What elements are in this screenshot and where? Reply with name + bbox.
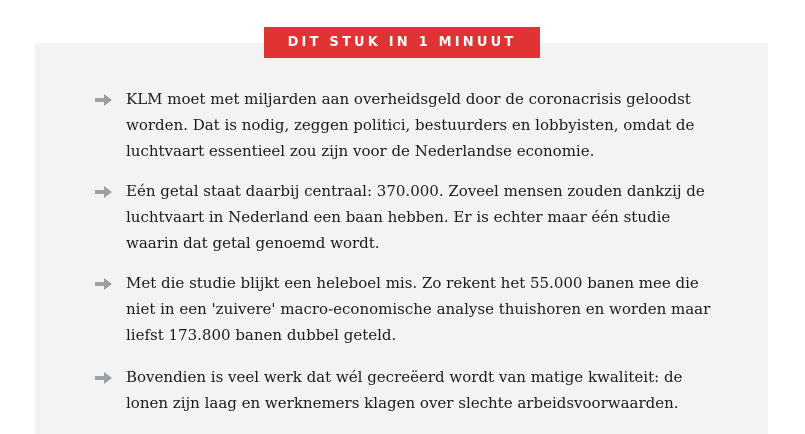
summary-item-text: Met die studie blijkt een heleboel mis. Zo rekent het 55.000 banen mee die niet in een 'zuivere' macro-economische analyse thuishoren en worden maar liefst 173.800 banen dubbel geteld. bbox=[126, 274, 711, 344]
summary-list bbox=[35, 43, 768, 434]
summary-item-text: Bovendien is veel werk dat wél gecreëerd wordt van matige kwaliteit: de lonen zijn laag en werknemers klagen over slechte arbeidsvoorwaarden. bbox=[126, 368, 683, 412]
arrow-right-icon bbox=[95, 278, 112, 290]
section-badge: DIT STUK IN 1 MINUUT bbox=[264, 27, 540, 58]
summary-item-text: KLM moet met miljarden aan overheidsgeld door de coronacrisis geloodst worden. Dat is nodig, zeggen politici, bestuurders en lobbyisten, omdat de luchtvaart essentieel zou zijn voor de Nederlandse economie. bbox=[126, 90, 695, 160]
arrow-right-icon bbox=[95, 94, 112, 106]
arrow-right-icon bbox=[95, 186, 112, 198]
summary-panel bbox=[35, 43, 768, 434]
arrow-right-icon bbox=[95, 372, 112, 384]
summary-item-text: Eén getal staat daarbij centraal: 370.000. Zoveel mensen zouden dankzij de luchtvaart in Nederland een baan hebben. Er is echter maar één studie waarin dat getal genoemd wordt. bbox=[126, 182, 705, 252]
